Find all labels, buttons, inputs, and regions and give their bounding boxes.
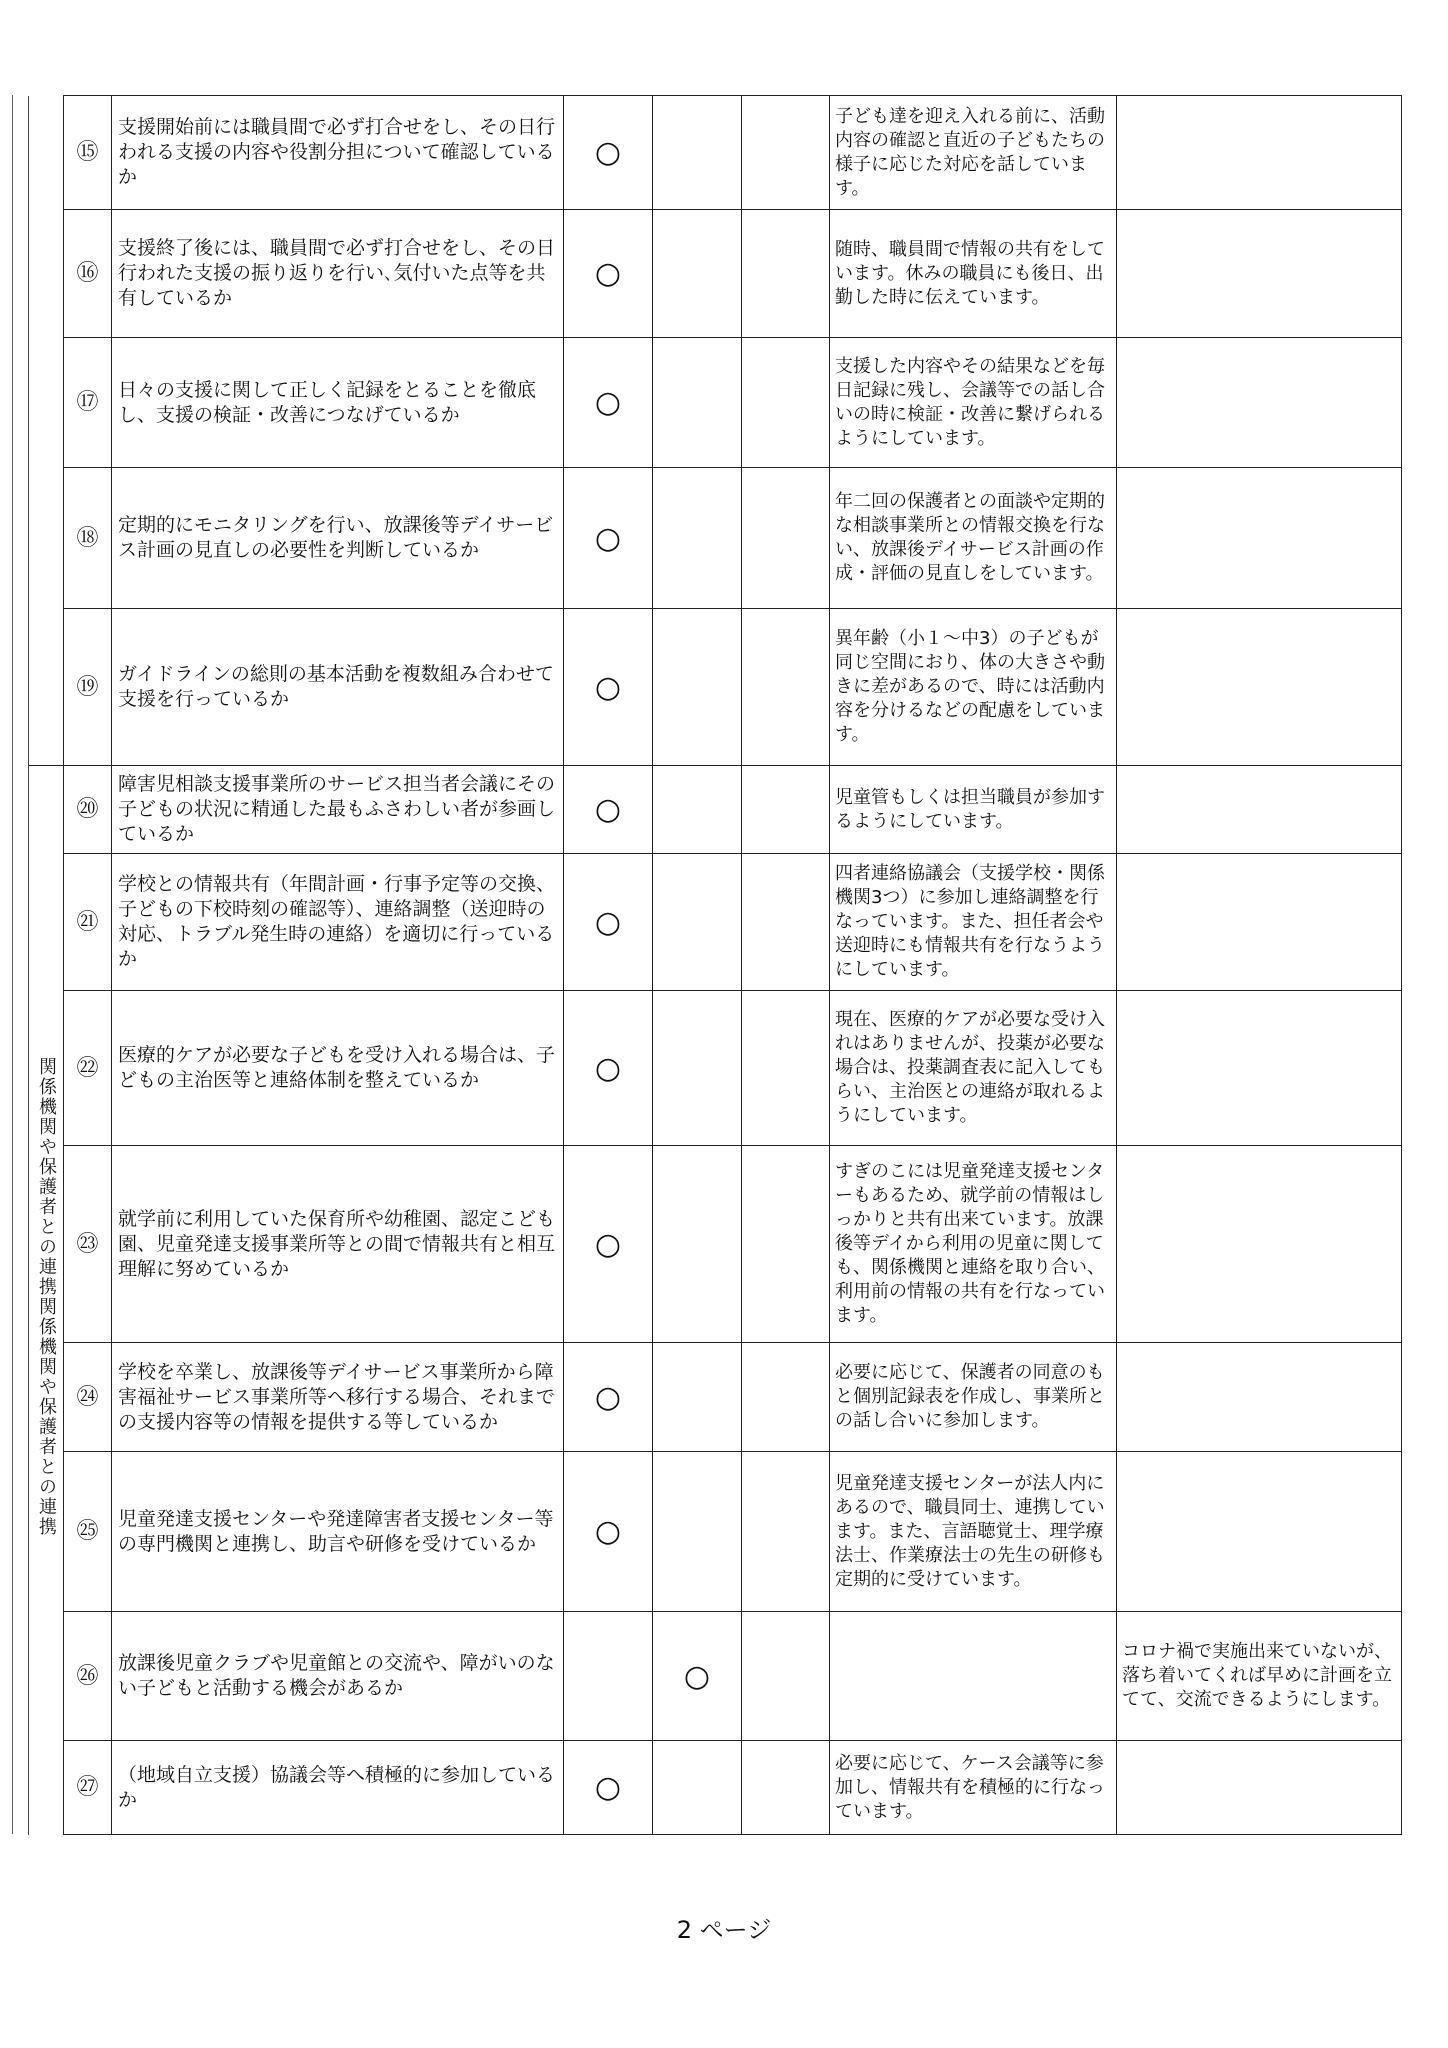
no-cell [653,338,742,468]
no-cell [653,991,742,1146]
yes-cell: ○ [564,338,653,468]
answer-text: 年二回の保護者との面談や定期的な相談事業所との情報交換を行ない、放課後デイサービス計画の作成・評価の見直しをしています。 [830,468,1117,609]
item-number: ⑰ [64,338,112,468]
no-cell [653,766,742,854]
item-number: ⑯ [64,210,112,338]
yes-cell: ○ [564,1343,653,1452]
answer-text: 異年齢（小１～中3）の子どもが同じ空間におり、体の大きさや動きに差があるので、時には活動内容を分けるなどの配慮をしています。 [830,609,1117,766]
yes-cell: ○ [564,854,653,991]
question-text: 支援開始前には職員間で必ず打合せをし、その日行われる支援の内容や役割分担について確認しているか [112,96,564,210]
improvement-text [1117,1146,1402,1343]
margin-line [12,95,13,1834]
improvement-text [1117,96,1402,210]
question-text: 学校を卒業し、放課後等デイサービス事業所から障害福祉サービス事業所等へ移行する場合、それまでの支援内容等の情報を提供する等しているか [112,1343,564,1452]
no-cell [653,1343,742,1452]
improvement-text [1117,1343,1402,1452]
table-row [29,1741,1402,1835]
yes-cell [564,1612,653,1741]
item-number: ㉔ [64,1343,112,1452]
question-text: 放課後児童クラブや児童館との交流や、障がいのない子どもと活動する機会があるか [112,1612,564,1741]
yes-cell: ○ [564,96,653,210]
yes-cell: ○ [564,1452,653,1612]
unknown-cell [742,609,830,766]
table-row [29,854,1402,991]
answer-text: 現在、医療的ケアが必要な受け入れはありませんが、投薬が必要な場合は、投薬調査表に記入してもらい、主治医との連絡が取れるようにしています。 [830,991,1117,1146]
category-cell [29,766,64,1835]
yes-cell: ○ [564,991,653,1146]
improvement-text [1117,1741,1402,1835]
unknown-cell [742,468,830,609]
unknown-cell [742,1741,830,1835]
table-row [29,468,1402,609]
table-row [29,1146,1402,1343]
question-text: 支援終了後には、職員間で必ず打合せをし、その日行われた支援の振り返りを行い､気付いた点等を共有しているか [112,210,564,338]
question-text: 学校との情報共有（年間計画・行事予定等の交換、子どもの下校時刻の確認等）、連絡調整（送迎時の対応、トラブル発生時の連絡）を適切に行っているか [112,854,564,991]
table-row [29,338,1402,468]
answer-text: すぎのこには児童発達支援センターもあるため、就学前の情報はしっかりと共有出来ています。放課後等デイから利用の児童に関しても、関係機関と連絡を取り合い、利用前の情報の共有を行なっています。 [830,1146,1117,1343]
no-cell [653,854,742,991]
no-cell [653,210,742,338]
improvement-text [1117,468,1402,609]
item-number: ⑱ [64,468,112,609]
no-cell [653,609,742,766]
item-number: ㉑ [64,854,112,991]
item-number: ⑮ [64,96,112,210]
no-cell [653,96,742,210]
table-row [29,766,1402,854]
unknown-cell [742,338,830,468]
unknown-cell [742,1612,830,1741]
yes-cell: ○ [564,210,653,338]
unknown-cell [742,854,830,991]
improvement-text [1117,1452,1402,1612]
item-number: ⑳ [64,766,112,854]
answer-text: 支援した内容やその結果などを毎日記録に残し、会議等での話し合いの時に検証・改善に繋げられるようにしています。 [830,338,1117,468]
answer-text: 四者連絡協議会（支援学校・関係機関3つ）に参加し連絡調整を行なっています。また、担任者会や送迎時にも情報共有を行なうようにしています。 [830,854,1117,991]
answer-text: 児童発達支援センターが法人内にあるので、職員同士、連携しています。また、言語聴覚士、理学療法士、作業療法士の先生の研修も定期的に受けています。 [830,1452,1117,1612]
yes-cell: ○ [564,468,653,609]
question-text: ガイドラインの総則の基本活動を複数組み合わせて支援を行っているか [112,609,564,766]
yes-cell: ○ [564,1146,653,1343]
improvement-text [1117,991,1402,1146]
unknown-cell [742,1452,830,1612]
table-row [29,1343,1402,1452]
question-text: 児童発達支援センターや発達障害者支援センター等の専門機関と連携し、助言や研修を受けているか [112,1452,564,1612]
improvement-text [1117,338,1402,468]
no-cell [653,1452,742,1612]
improvement-text [1117,609,1402,766]
question-text: 就学前に利用していた保育所や幼稚園、認定こども園、児童発達支援事業所等との間で情報共有と相互理解に努めているか [112,1146,564,1343]
no-cell [653,1146,742,1343]
item-number: ㉓ [64,1146,112,1343]
unknown-cell [742,991,830,1146]
no-cell [653,468,742,609]
table-row [29,210,1402,338]
item-number: ㉒ [64,991,112,1146]
no-cell: ○ [653,1612,742,1741]
table-row [29,1452,1402,1612]
table-row [29,991,1402,1146]
unknown-cell [742,1343,830,1452]
question-text: （地域自立支援）協議会等へ積極的に参加しているか [112,1741,564,1835]
improvement-text: コロナ禍で実施出来ていないが、落ち着いてくれば早めに計画を立てて、交流できるようにします。 [1117,1612,1402,1741]
answer-text: 必要に応じて、ケース会議等に参加し、情報共有を積極的に行なっています。 [830,1741,1117,1835]
unknown-cell [742,766,830,854]
category-label: 関係機関や保護者との連携関係機関や保護者との連携 [36,1056,57,1537]
question-text: 障害児相談支援事業所のサービス担当者会議にその子どもの状況に精通した最もふさわしい者が参画しているか [112,766,564,854]
no-cell [653,1741,742,1835]
table-row [29,609,1402,766]
yes-cell: ○ [564,1741,653,1835]
item-number: ⑲ [64,609,112,766]
evaluation-table [28,95,1402,1835]
table-row [29,96,1402,210]
answer-text: 必要に応じて、保護者の同意のもと個別記録表を作成し、事業所との話し合いに参加します。 [830,1343,1117,1452]
improvement-text [1117,766,1402,854]
page-number: 2 ページ [676,1916,772,1944]
item-number: ㉖ [64,1612,112,1741]
answer-text [830,1612,1117,1741]
yes-cell: ○ [564,766,653,854]
unknown-cell [742,1146,830,1343]
improvement-text [1117,854,1402,991]
table-row [29,1612,1402,1741]
answer-text: 随時、職員間で情報の共有をしています。休みの職員にも後日、出勤した時に伝えています。 [830,210,1117,338]
answer-text: 子ども達を迎え入れる前に、活動内容の確認と直近の子どもたちの様子に応じた対応を話しています。 [830,96,1117,210]
question-text: 日々の支援に関して正しく記録をとることを徹底し、支援の検証・改善につなげているか [112,338,564,468]
answer-text: 児童管もしくは担当職員が参加するようにしています。 [830,766,1117,854]
improvement-text [1117,210,1402,338]
question-text: 医療的ケアが必要な子どもを受け入れる場合は、子どもの主治医等と連絡体制を整えているか [112,991,564,1146]
item-number: ㉗ [64,1741,112,1835]
yes-cell: ○ [564,609,653,766]
unknown-cell [742,96,830,210]
category-cell [29,96,64,766]
question-text: 定期的にモニタリングを行い、放課後等デイサービス計画の見直しの必要性を判断しているか [112,468,564,609]
item-number: ㉕ [64,1452,112,1612]
unknown-cell [742,210,830,338]
